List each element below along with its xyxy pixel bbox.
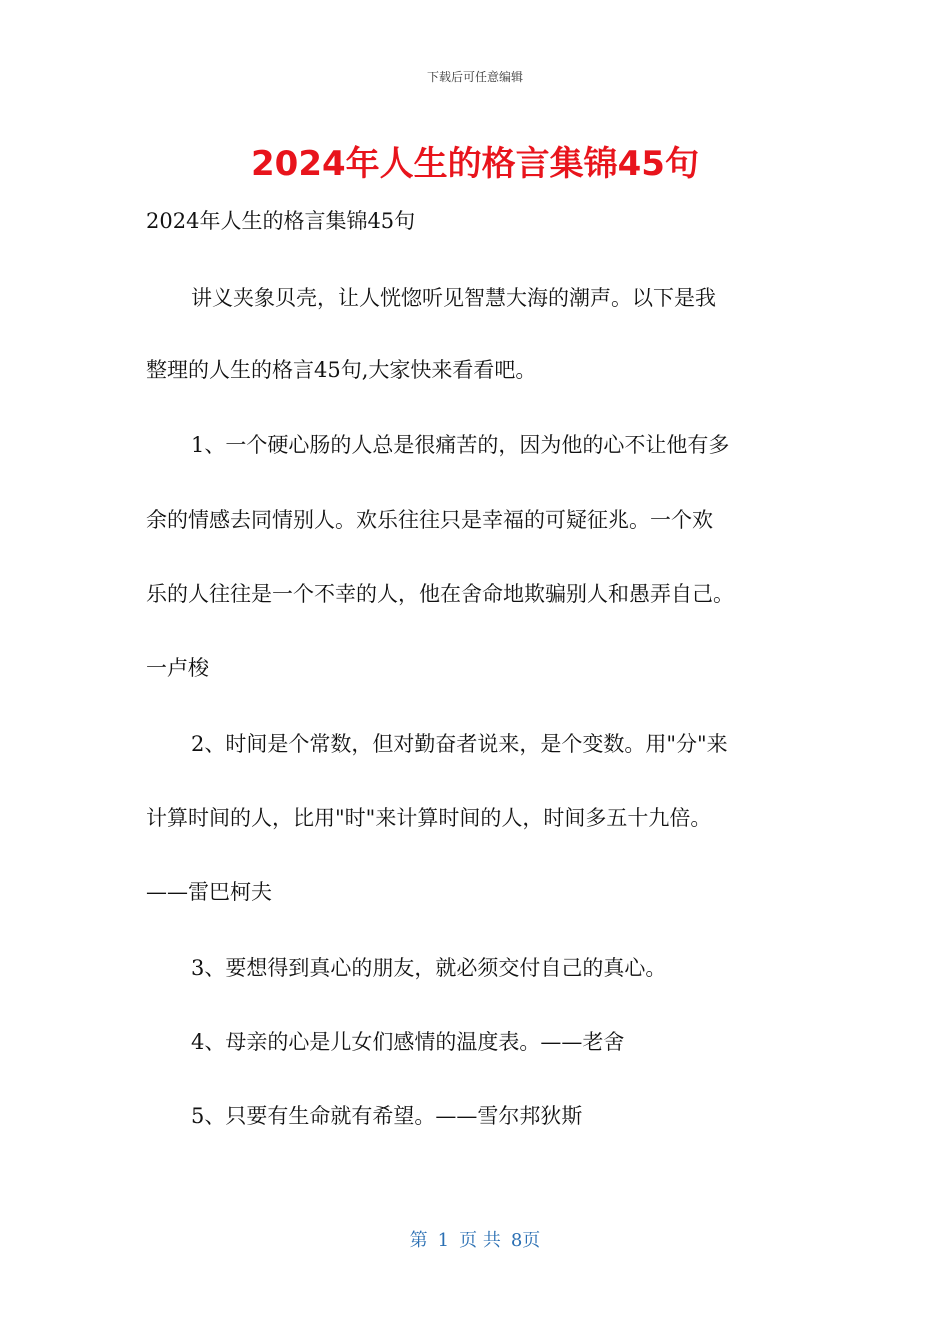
subtitle-line: 2024年人生的格言集锦45句 xyxy=(146,209,416,233)
quote-5: 5、只要有生命就有希望。——雪尔邦狄斯 xyxy=(191,1104,583,1128)
footer-label-of: 页 共 xyxy=(459,1230,501,1251)
intro-line-1: 讲义夹象贝壳，让人恍惚听见智慧大海的潮声。以下是我 xyxy=(191,286,716,310)
footer-label-page: 第 xyxy=(409,1230,428,1251)
quote-2-line-2: 计算时间的人，比用"时"来计算时间的人，时间多五十九倍。 xyxy=(146,806,712,830)
quote-1-line-1: 1、一个硬心肠的人总是很痛苦的，因为他的心不让他有多 xyxy=(191,433,730,457)
quote-1-author: 一卢梭 xyxy=(146,656,209,680)
quote-1-line-3: 乐的人往往是一个不幸的人，他在舍命地欺骗别人和愚弄自己。 xyxy=(146,582,734,606)
page-header-note: 下载后可任意编辑 xyxy=(426,70,523,84)
footer-total-pages: 8页 xyxy=(510,1230,541,1251)
quote-2-author: ——雷巴柯夫 xyxy=(146,880,272,904)
intro-line-2: 整理的人生的格言45句,大家快来看看吧。 xyxy=(146,358,537,382)
quote-4: 4、母亲的心是儿女们感情的温度表。——老舍 xyxy=(191,1030,625,1054)
quote-3: 3、要想得到真心的朋友，就必须交付自己的真心。 xyxy=(191,956,667,980)
footer-current-page: 1 xyxy=(437,1230,450,1251)
quote-1-line-2: 余的情感去同情别人。欢乐往往只是幸福的可疑征兆。一个欢 xyxy=(146,508,713,532)
document-title: 2024年人生的格言集锦45句 xyxy=(251,144,699,184)
page-footer xyxy=(0,1226,950,1252)
quote-2-line-1: 2、时间是个常数，但对勤奋者说来，是个变数。用"分"来 xyxy=(191,732,728,756)
